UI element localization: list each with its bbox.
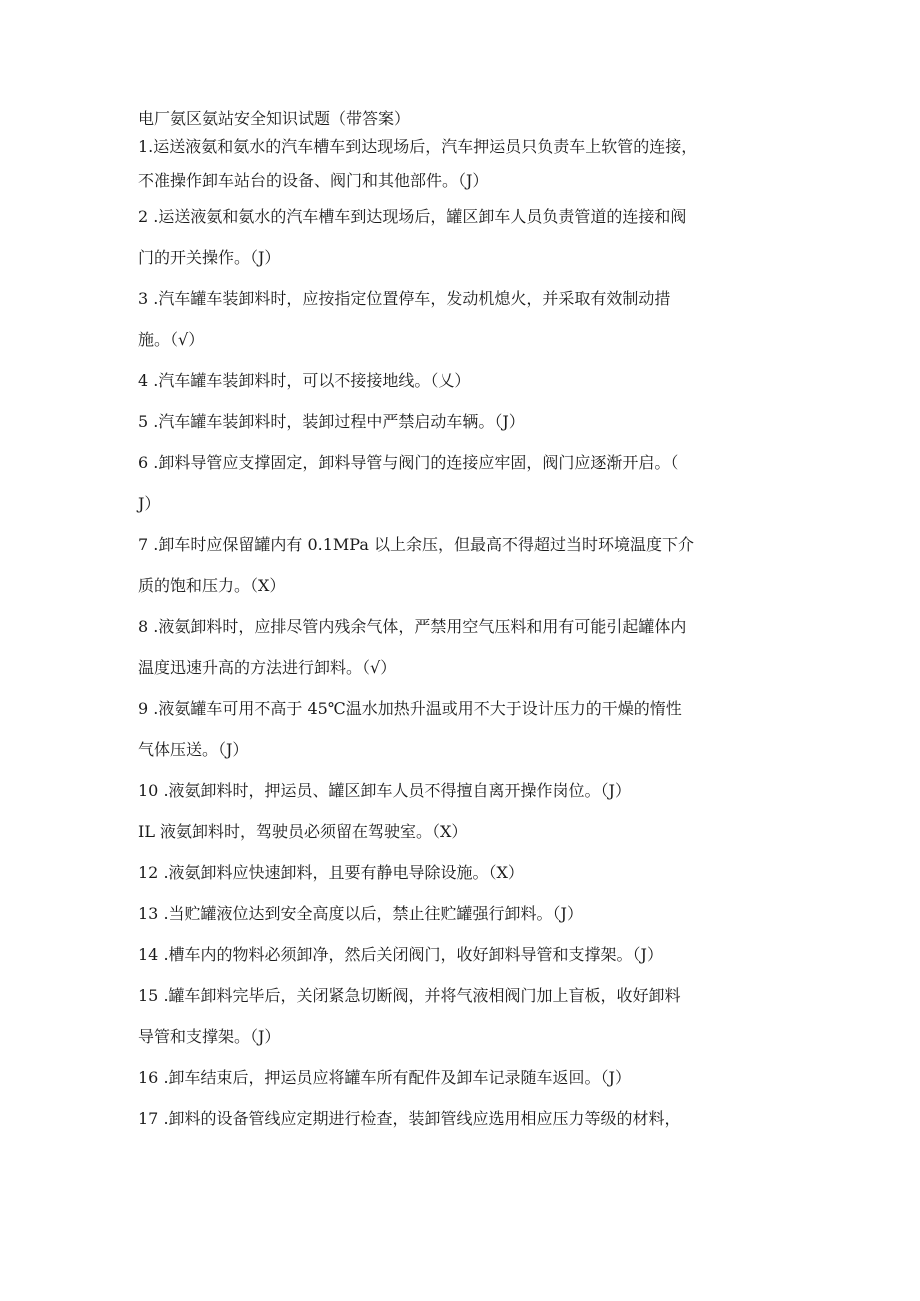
question-line: 10 .液氨卸料时，押运员、罐区卸车人员不得擅自离开操作岗位。（J） — [138, 781, 631, 800]
question-item — [138, 893, 788, 934]
question-line: 4 .汽车罐车装卸料时，可以不接接地线。（乂） — [138, 371, 471, 390]
question-item — [138, 196, 788, 278]
question-line: 1.运送液氨和氨水的汽车槽车到达现场后，汽车押运员只负责车上软管的连接， — [138, 137, 698, 156]
question-line: J） — [138, 494, 161, 513]
question-item — [138, 360, 788, 401]
question-item — [138, 852, 788, 893]
question-item — [138, 401, 788, 442]
question-item — [138, 442, 788, 524]
question-line: 9 .液氨罐车可用不高于 45℃温水加热升温或用不大于设计压力的干燥的惰性 — [138, 699, 682, 718]
question-item — [138, 1098, 788, 1139]
question-line: 3 .汽车罐车装卸料时，应按指定位置停车，发动机熄火，并采取有效制动措 — [138, 289, 671, 308]
question-item — [138, 975, 788, 1057]
question-item — [138, 934, 788, 975]
question-item — [138, 770, 788, 811]
question-line: 2 .运送液氨和氨水的汽车槽车到达现场后，罐区卸车人员负责管道的连接和阀 — [138, 207, 687, 226]
question-item — [138, 1057, 788, 1098]
question-line: 气体压送。（J） — [138, 740, 249, 759]
question-line: 5 .汽车罐车装卸料时，装卸过程中严禁启动车辆。（J） — [138, 412, 525, 431]
question-line: 16 .卸车结束后，押运员应将罐车所有配件及卸车记录随车返回。（J） — [138, 1068, 631, 1087]
question-line: IL 液氨卸料时，驾驶员必须留在驾驶室。（X） — [138, 822, 468, 841]
question-line: 6 .卸料导管应支撑固定，卸料导管与阀门的连接应牢固，阀门应逐渐开启。（ — [138, 453, 679, 472]
question-item — [138, 606, 788, 688]
question-line: 温度迅速升高的方法进行卸料。（√） — [138, 658, 397, 677]
question-item — [138, 524, 788, 606]
document-body — [138, 106, 788, 1139]
question-line: 14 .槽车内的物料必须卸净，然后关闭阀门，收好卸料导管和支撑架。（J） — [138, 945, 663, 964]
question-line: 导管和支撑架。（J） — [138, 1027, 281, 1046]
question-line: 15 .罐车卸料完毕后，关闭紧急切断阀，并将气液相阀门加上盲板，收好卸料 — [138, 986, 681, 1005]
question-line: 门的开关操作。（J） — [138, 248, 281, 267]
document-title: 电厂氨区氨站安全知识试题（带答案） — [138, 109, 411, 128]
question-item — [138, 132, 788, 196]
question-item — [138, 811, 788, 852]
question-line: 施。（√） — [138, 330, 205, 349]
question-line: 8 .液氨卸料时，应排尽管内残余气体，严禁用空气压料和用有可能引起罐体内 — [138, 617, 687, 636]
question-item — [138, 278, 788, 360]
question-line: 质的饱和压力。（X） — [138, 576, 286, 595]
question-line: 17 .卸料的设备管线应定期进行检查，装卸管线应选用相应压力等级的材料， — [138, 1109, 681, 1128]
question-line: 13 .当贮罐液位达到安全高度以后，禁止往贮罐强行卸料。（J） — [138, 904, 583, 923]
question-line: 12 .液氨卸料应快速卸料，且要有静电导除设施。（X） — [138, 863, 524, 882]
question-line: 不准操作卸车站台的设备、阀门和其他部件。（J） — [138, 171, 489, 190]
question-line: 7 .卸车时应保留罐内有 0.1MPa 以上余压，但最高不得超过当时环境温度下介 — [138, 535, 694, 554]
question-item — [138, 688, 788, 770]
